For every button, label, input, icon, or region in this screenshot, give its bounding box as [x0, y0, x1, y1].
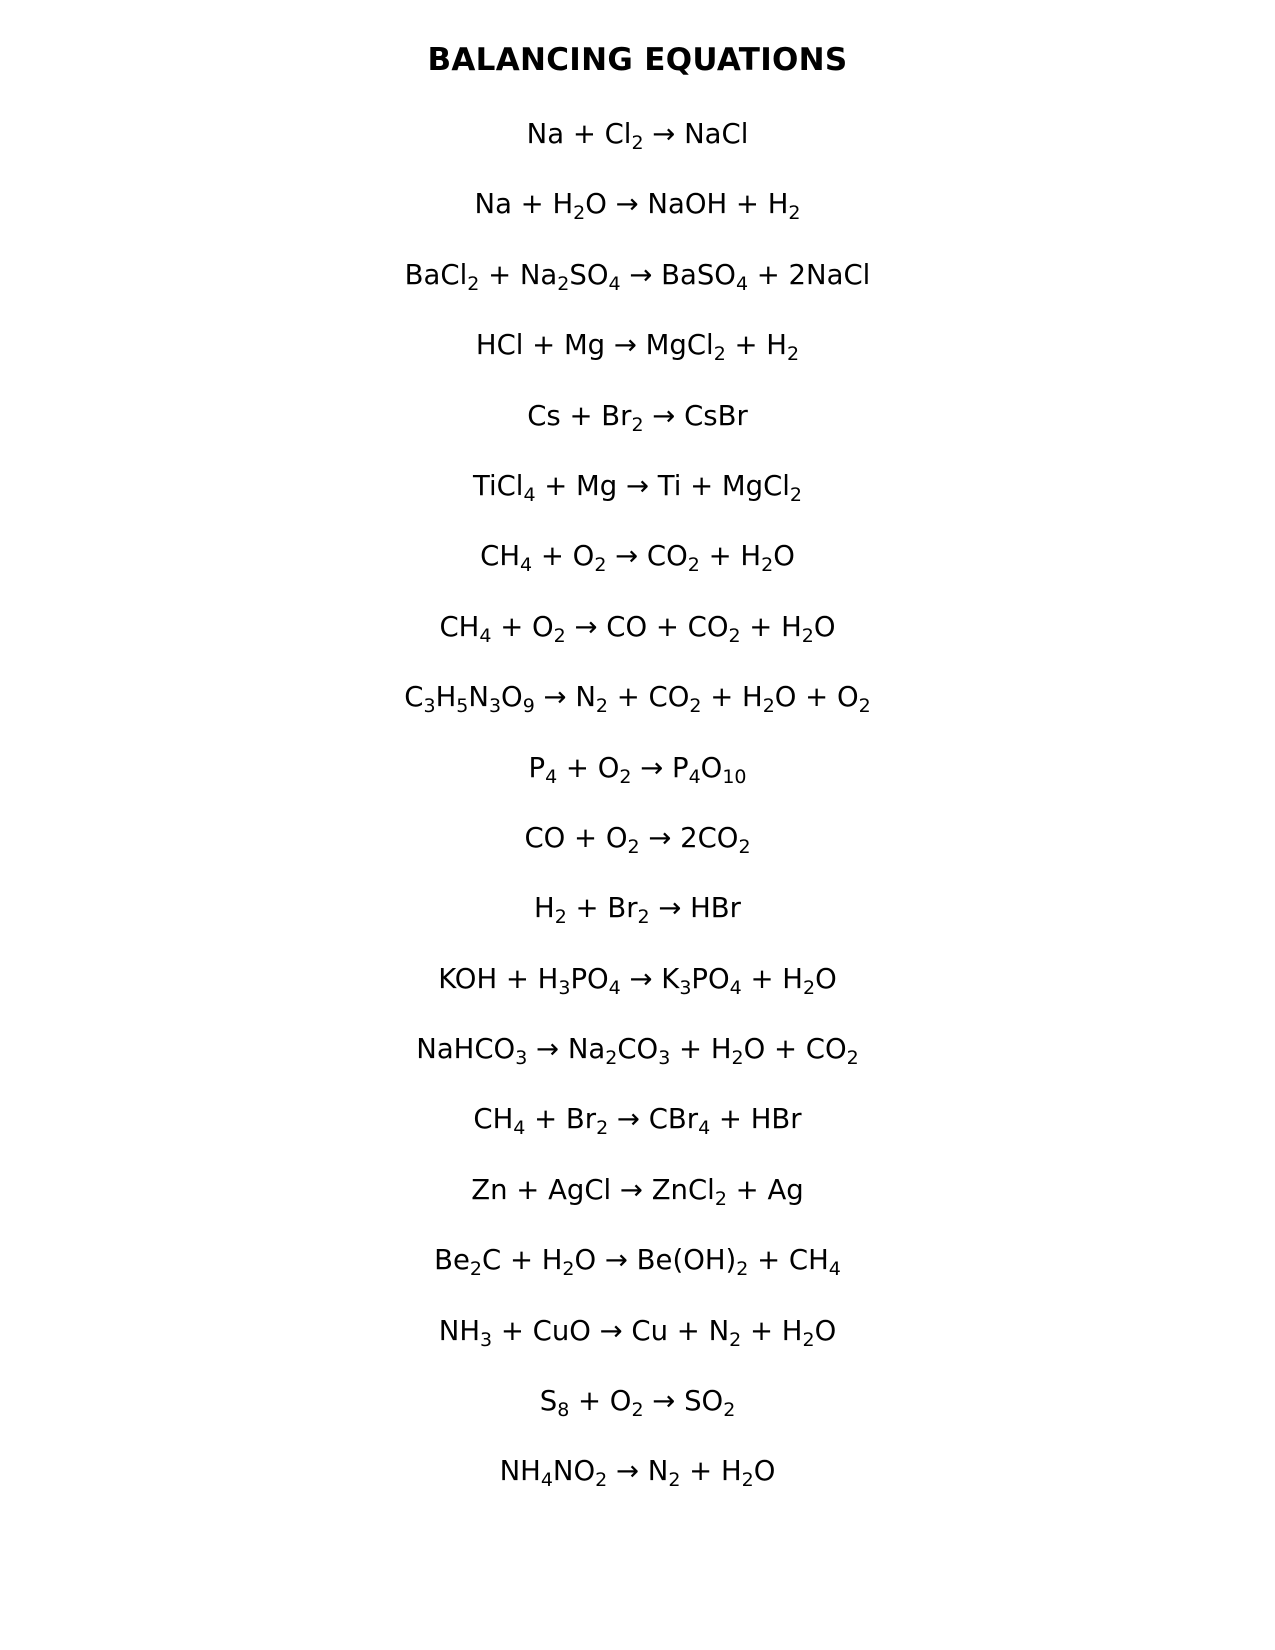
equation-text: → CO [606, 540, 688, 573]
equation-20 [0, 1454, 1275, 1524]
equation-subscript: 4 [608, 976, 621, 999]
equation-17 [0, 1243, 1275, 1313]
equation-text: + Br [525, 1103, 597, 1136]
equation-subscript: 4 [698, 1117, 711, 1140]
equation-subscript: 4 [828, 1258, 841, 1281]
equation-text: O → NaOH + H [585, 188, 789, 221]
equation-text: H [435, 681, 457, 714]
equation-subscript: 2 [553, 624, 566, 647]
equation-text: HCl + Mg → MgCl [475, 329, 714, 362]
equation-subscript: 2 [573, 202, 586, 225]
equation-text: CH [439, 610, 480, 643]
equation-subscript: 4 [735, 272, 749, 295]
equation-text: + H [725, 329, 787, 362]
equation-subscript: 2 [627, 835, 640, 858]
equation-text: Na + H [474, 188, 574, 221]
equation-text: + CH [748, 1244, 829, 1277]
equation-text: Be [434, 1244, 470, 1277]
equation-subscript: 4 [513, 1117, 526, 1140]
equation-subscript: 2 [802, 1328, 815, 1351]
equation-text: + H [701, 681, 763, 714]
equation-text: S [539, 1385, 558, 1418]
equation-text: + Mg → Ti + MgCl [535, 469, 790, 502]
equation-subscript: 2 [595, 1469, 608, 1492]
equation-text: O [813, 610, 836, 643]
equation-text: NH [438, 1314, 481, 1347]
equation-text: NaHCO [416, 1033, 516, 1066]
equation-text: + CuO → Cu + N [492, 1314, 730, 1347]
equation-text: + H [741, 1314, 803, 1347]
equation-subscript: 9 [522, 695, 535, 718]
equation-subscript: 2 [668, 1469, 681, 1492]
equation-6 [0, 469, 1275, 539]
equation-subscript: 2 [846, 1047, 859, 1070]
equation-10 [0, 751, 1275, 821]
equation-text: → 2CO [639, 821, 739, 854]
equation-text: → CBr [608, 1103, 699, 1136]
equation-text: O [814, 1314, 837, 1347]
equation-subscript: 5 [456, 695, 469, 718]
equation-text: + CO [608, 681, 690, 714]
page-title: BALANCING EQUATIONS [427, 42, 848, 78]
equation-text: → CsBr [643, 399, 748, 432]
equation-subscript: 2 [631, 1399, 644, 1422]
equation-5 [0, 399, 1275, 469]
equation-text: C [404, 681, 424, 714]
equation-subscript: 2 [562, 1258, 575, 1281]
equation-subscript: 3 [658, 1047, 671, 1070]
equation-text: → HBr [649, 892, 741, 925]
equation-list [0, 117, 1275, 1525]
equation-text: TiCl [473, 469, 524, 502]
equation-16 [0, 1173, 1275, 1243]
equation-subscript: 2 [728, 624, 741, 647]
equation-text: + O [491, 610, 554, 643]
equation-subscript: 3 [679, 976, 692, 999]
equation-text: → N [607, 1455, 669, 1488]
equation-text: CO [617, 1033, 659, 1066]
equation-text: → Na [527, 1033, 606, 1066]
equation-subscript: 2 [554, 906, 567, 929]
equation-text: + O [569, 1385, 632, 1418]
equation-text: Na + Cl [526, 118, 632, 150]
equation-subscript: 4 [729, 976, 742, 999]
equation-text: → N [534, 681, 596, 714]
equation-text: + Br [566, 892, 638, 925]
equation-subscript: 4 [540, 1469, 553, 1492]
equation-subscript: 2 [801, 624, 814, 647]
equation-subscript: 2 [788, 202, 801, 225]
equation-subscript: 10 [722, 765, 747, 788]
equation-subscript: 2 [631, 413, 644, 436]
equation-14 [0, 1032, 1275, 1102]
equation-9 [0, 680, 1275, 750]
equation-text: + 2NaCl [748, 258, 871, 291]
equation-18 [0, 1314, 1275, 1384]
equation-text: NO [552, 1455, 596, 1488]
equation-subscript: 4 [479, 624, 492, 647]
equation-text: → CO + CO [565, 610, 729, 643]
equation-text: → NaCl [643, 118, 749, 150]
equation-subscript: 2 [557, 272, 570, 295]
equation-subscript: 2 [631, 132, 644, 154]
equation-subscript: 4 [523, 483, 536, 506]
equation-subscript: 3 [515, 1047, 528, 1070]
equation-text: + H [680, 1455, 742, 1488]
equation-text: O [773, 540, 795, 573]
equation-12 [0, 891, 1275, 961]
equation-text: + Na [479, 258, 558, 291]
equation-text: KOH + H [438, 962, 559, 995]
equation-text: + H [741, 962, 803, 995]
equation-subscript: 3 [488, 695, 502, 718]
equation-subscript: 4 [608, 272, 621, 295]
equation-text: H [534, 892, 555, 925]
equation-text: Cs + Br [527, 399, 632, 432]
equation-subscript: 2 [858, 695, 871, 718]
equation-subscript: 2 [469, 1258, 483, 1281]
equation-text: SO [569, 258, 609, 291]
equation-text: → SO [643, 1385, 724, 1418]
equation-subscript: 2 [689, 695, 702, 718]
equation-subscript: 2 [736, 1258, 749, 1281]
equation-4 [0, 328, 1275, 398]
equation-subscript: 2 [594, 554, 607, 577]
equation-text: → BaSO [620, 258, 736, 291]
equation-7 [0, 539, 1275, 609]
equation-11 [0, 821, 1275, 891]
equation-subscript: 2 [467, 272, 480, 295]
equation-text: CH [480, 540, 521, 573]
equation-8 [0, 610, 1275, 680]
equation-subscript: 2 [802, 976, 816, 999]
equation-subscript: 2 [731, 1047, 744, 1070]
equation-subscript: 2 [687, 554, 700, 577]
equation-13 [0, 962, 1275, 1032]
equation-text: + H [699, 540, 762, 573]
equation-text: PO [570, 962, 609, 995]
equation-subscript: 4 [545, 765, 558, 788]
equation-text: Zn + AgCl → ZnCl [471, 1173, 715, 1206]
equation-subscript: 2 [762, 695, 775, 718]
equation-subscript: 2 [789, 483, 802, 506]
equation-text: CH [473, 1103, 514, 1136]
equation-subscript: 2 [605, 1047, 618, 1070]
equation-text: + H [670, 1033, 732, 1066]
equation-text: O [501, 681, 523, 714]
equation-text: + O [532, 540, 595, 573]
equation-subscript: 2 [787, 343, 800, 366]
equation-text: C + H [482, 1244, 563, 1277]
equation-subscript: 3 [423, 695, 436, 718]
equation-subscript: 3 [480, 1328, 493, 1351]
equation-text: CO + O [524, 821, 628, 854]
equation-subscript: 4 [688, 765, 701, 788]
equation-3 [0, 258, 1275, 328]
equation-subscript: 2 [596, 1117, 609, 1140]
equation-text: N [468, 681, 489, 714]
equation-text: O [753, 1455, 776, 1488]
equation-text: + O [557, 751, 620, 784]
equation-text: + HBr [710, 1103, 802, 1136]
equation-text: BaCl [404, 258, 468, 291]
equation-text: + H [740, 610, 802, 643]
equation-text: O [815, 962, 837, 995]
equation-text: PO [691, 962, 730, 995]
equation-text: O [700, 751, 723, 784]
equation-text: O → Be(OH) [574, 1244, 737, 1277]
equation-subscript: 2 [595, 695, 608, 718]
equation-2 [0, 187, 1275, 257]
equation-subscript: 2 [738, 835, 751, 858]
equation-text: O + CO [743, 1033, 847, 1066]
equation-subscript: 2 [761, 554, 774, 577]
equation-subscript: 2 [729, 1328, 742, 1351]
equation-text: → P [631, 751, 689, 784]
equation-subscript: 8 [557, 1399, 570, 1422]
equation-subscript: 3 [558, 976, 571, 999]
equation-subscript: 2 [637, 906, 650, 929]
equation-text: → K [620, 962, 680, 995]
equation-subscript: 2 [714, 1187, 727, 1210]
equation-subscript: 2 [741, 1469, 754, 1492]
equation-subscript: 2 [713, 343, 726, 366]
equation-text: P [528, 751, 546, 784]
equation-15 [0, 1102, 1275, 1172]
equation-text: + Ag [726, 1173, 804, 1206]
equation-1 [0, 117, 1275, 187]
equation-subscript: 2 [619, 765, 632, 788]
equation-text: NH [499, 1455, 541, 1488]
equation-19 [0, 1384, 1275, 1454]
equation-subscript: 4 [520, 554, 533, 577]
equation-subscript: 2 [723, 1399, 736, 1422]
equation-text: O + O [774, 681, 859, 714]
